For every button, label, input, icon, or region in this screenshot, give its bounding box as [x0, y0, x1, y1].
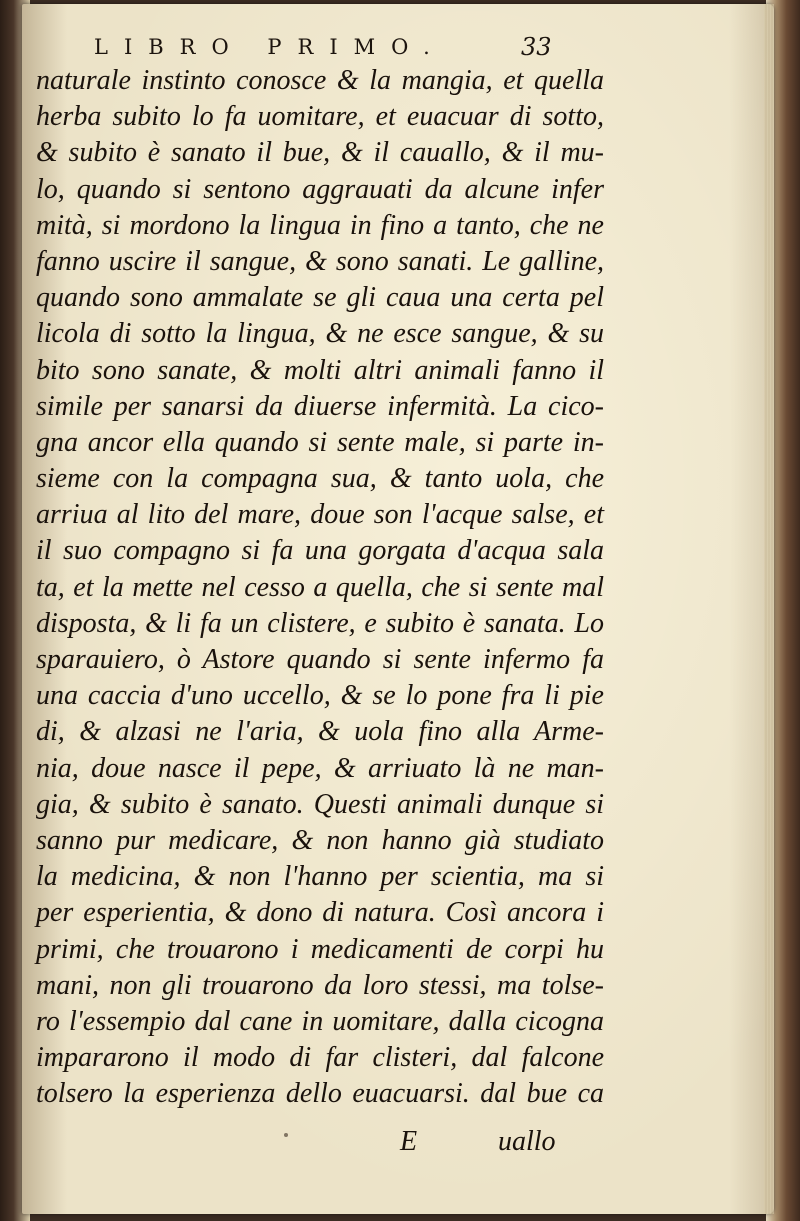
text-line: mani, non gli trouarono da loro stessi, ma tolse- [36, 969, 604, 1001]
text-line: impararono il modo di far clisteri, dal falcone [36, 1042, 604, 1074]
text-line: nia, doue nasce il pepe, & arriuato là ne man- [36, 752, 604, 784]
ink-speck [284, 1133, 288, 1137]
text-line: naturale instinto conosce & la mangia, et quella [36, 65, 604, 96]
text-line: tolsero la esperienza dello euacuarsi. dal bue ca [36, 1078, 604, 1110]
text-line: licola di sotto la lingua, & ne esce sangue, & su [36, 318, 604, 350]
text-line: gia, & subito è sanato. Questi animali dunque si [36, 788, 604, 820]
signature-mark: E [400, 1126, 418, 1157]
text-line: il suo compagno si fa una gorgata d'acqua sala [36, 535, 604, 567]
text-line: una caccia d'uno uccello, & se lo pone fra li pie [36, 680, 604, 712]
text-line: herba subito lo fa uomitare, et euacuar di sotto, [36, 101, 604, 133]
page-footer [400, 1122, 560, 1162]
text-line: sanno pur medicare, & non hanno già studiato [36, 824, 604, 856]
text-line: di, & alzasi ne l'aria, & uola fino alla Arme- [36, 716, 604, 748]
text-line: la medicina, & non l'hanno per scientia, ma si [36, 861, 604, 893]
text-line: disposta, & li fa un clistere, e subito è sanata. Lo [36, 607, 604, 639]
text-line: fanno uscire il sangue, & sono sanati. Le galline, [36, 245, 604, 277]
catchword: uallo [498, 1126, 556, 1157]
text-line: & subito è sanato il bue, & il cauallo, & il mu- [36, 137, 604, 169]
text-line: quando sono ammalate se gli caua una certa pel [36, 282, 604, 314]
text-line: gna ancor ella quando si sente male, si parte in- [36, 426, 604, 458]
page-number: 33 [521, 33, 552, 61]
body-text [36, 63, 604, 1112]
text-line: ro l'essempio dal cane in uomitare, dalla cicogna [36, 1005, 604, 1037]
text-line: ta, et la mette nel cesso a quella, che si sente mal [36, 571, 604, 603]
text-line: mità, si mordono la lingua in fino a tanto, che ne [36, 209, 604, 241]
running-head: LIBRO PRIMO. [94, 35, 446, 59]
text-line: sparauiero, ò Astore quando si sente infermo fa [36, 644, 604, 675]
page-edge [764, 4, 774, 1214]
text-line: arriua al lito del mare, doue son l'acque salse, et [36, 499, 604, 531]
text-line: primi, che trouarono i medicamenti de corpi hu [36, 933, 604, 965]
text-line: simile per sanarsi da diuerse infermità. La cico- [36, 390, 604, 422]
text-line: bito sono sanate, & molti altri animali fanno il [36, 354, 604, 386]
text-line: per esperientia, & dono di natura. Così ancora i [36, 897, 604, 929]
text-line: sieme con la compagna sua, & tanto uola, che [36, 463, 604, 495]
text-line: lo, quando si sentono aggrauati da alcune infer [36, 173, 604, 205]
